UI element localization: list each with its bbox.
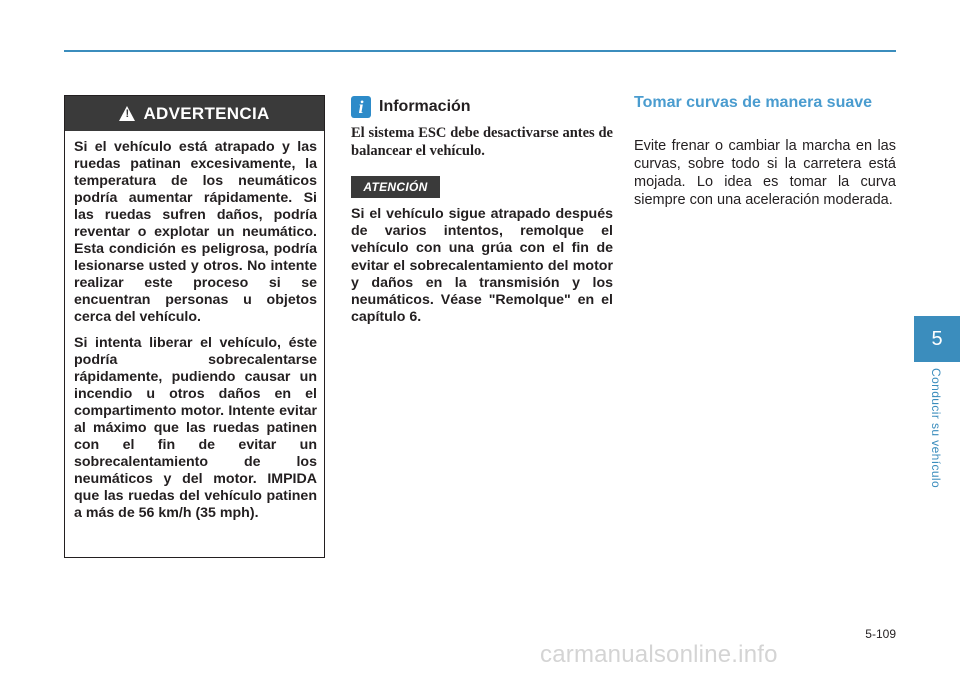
warning-box <box>64 95 325 558</box>
warning-paragraph-2: Si intenta liberar el vehículo, éste podría sobrecalentarse rápidamente, pudiendo causar un incendio u otros daños en el compartimento motor. Intente evitar al máximo que las ruedas patinen con el fin de evitar un sobrecalentamiento de los neumáticos y del motor. IMPIDA que las ruedas del vehículo patinen a más de 56 km/h (35 mph). <box>74 335 317 521</box>
page-number: 5-109 <box>865 627 896 641</box>
chapter-label: Conducir su vehículo <box>929 368 943 489</box>
section-title: Tomar curvas de manera suave <box>634 94 873 111</box>
information-text: El sistema ESC debe desactivarse antes de balancear el vehículo. <box>351 125 613 159</box>
section-text: Evite frenar o cambiar la marcha en las curvas, sobre todo si la carretera está mojada. Lo idea es tomar la curva siempre con una aceleración moderada. <box>634 138 896 208</box>
caution-badge: ATENCIÓN <box>351 176 440 198</box>
watermark: carmanualsonline.info <box>540 641 778 668</box>
warning-triangle-icon: ! <box>119 106 135 121</box>
info-icon: i <box>351 96 371 118</box>
chapter-tab: 5 <box>914 316 960 362</box>
warning-paragraph-1: Si el vehículo está atrapado y las ruedas patinan excesivamente, la temperatura de los neumáticos podría aumentar rápidamente. Si las ruedas sufren daños, podría reventar o explotar un neumático. Esta condición es peligrosa, podría lesionarse usted y otros. No intente realizar este proceso si se encuentran personas u objetos cerca del vehículo. <box>74 139 317 325</box>
warning-header <box>65 96 324 131</box>
information-title: Información <box>379 98 471 115</box>
top-rule <box>64 50 896 52</box>
information-header <box>351 96 471 118</box>
warning-body <box>65 131 324 522</box>
caution-text: Si el vehículo sigue atrapado después de varios intentos, remolque el vehículo con una grúa con el fin de evitar el sobrecalentamiento del motor y daños en la transmisión y los neumáticos. Véase "Remolque" en el capítulo 6. <box>351 206 613 326</box>
warning-title: ADVERTENCIA <box>143 103 270 123</box>
